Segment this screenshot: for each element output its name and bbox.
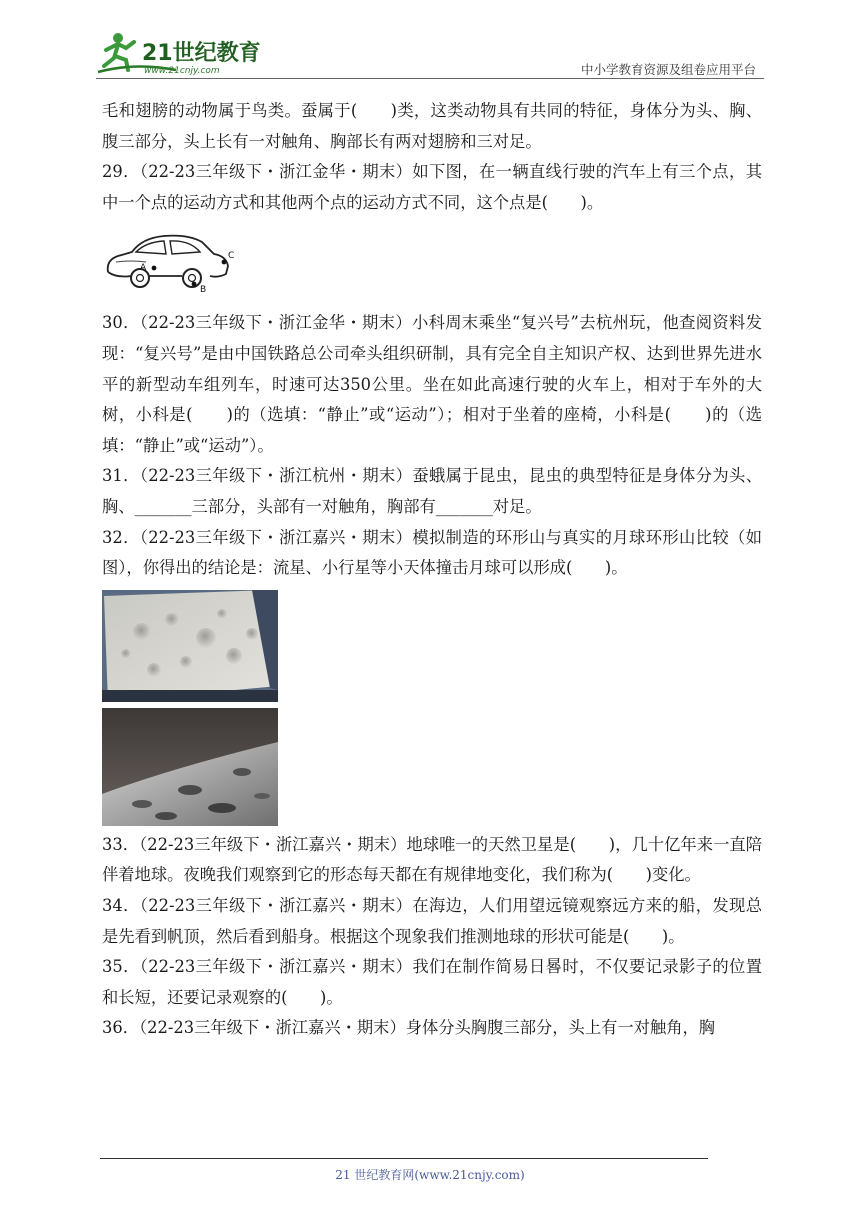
question-32: 32．（22-23三年级下・浙江嘉兴・期末）模拟制造的环形山与真实的月球环形山比较（如图），你得出的结论是：流星、小行星等小天体撞击月球可以形成( )。 [102,527,762,578]
point-a-label: A [140,263,147,274]
footer-divider [100,1158,708,1159]
simulated-crater-photo [102,590,278,702]
footer-text: 21 世纪教育网(www.21cnjy.com) [335,1168,525,1182]
moon-crater-photo [102,708,278,826]
logo-text: 21世纪教育 [142,41,261,66]
question-30: 30．（22-23三年级下・浙江金华・期末）小科周末乘坐“复兴号”去杭州玩，他查阅资料发现：“复兴号”是由中国铁路总公司牵头组织研制，具有完全自主知识产权、达到世界先进水平的新型动车组列车，时速可达350公里。坐在如此高速行驶的火车上，相对于车外的大树，小科是( )的（选填：“静止”或“运动”）；相对于坐着的座椅，小科是( )的（选填：“静止”或“运动”）。 [102,313,762,455]
question-31: 31．（22-23三年级下・浙江杭州・期末）蚕蛾属于昆虫，昆虫的典型特征是身体分为头、胸、_______三部分，头部有一对触角，胸部有_______对足。 [102,466,762,516]
point-a-marker [152,266,157,271]
car-illustration [102,232,236,294]
question-35: 35．（22-23三年级下・浙江嘉兴・期末）我们在制作简易日晷时，不仅要记录影子的位置和长短，还要记录观察的( )。 [102,957,762,1007]
logo-url: www.21cnjy.com [144,66,220,76]
point-b-marker [192,282,197,287]
question-33: 33．（22-23三年级下・浙江嘉兴・期末）地球唯一的天然卫星是( )，几十亿年来一直陪伴着地球。夜晚我们观察到它的形态每天都在有规律地变化，我们称为( )变化。 [102,834,762,885]
paragraph-continued: 毛和翅膀的动物属于鸟类。蚕属于( )类，这类动物具有共同的特征，身体分为头、胸、腹三部分，头上长有一对触角、胸部长有两对翅膀和三对足。 [102,101,762,151]
point-c-marker [222,260,227,265]
header-slogan: 中小学教育资源及组卷应用平台 [580,62,756,77]
point-c-label: C [228,251,235,262]
question-34: 34．（22-23三年级下・浙江嘉兴・期末）在海边，人们用望远镜观察远方来的船，发现总是先看到帆顶，然后看到船身。根据这个现象我们推测地球的形状可能是( )。 [102,895,762,946]
point-b-label: B [200,285,207,295]
header-divider [96,78,764,79]
logo-21cnjy [96,30,266,76]
page-content [102,96,762,1044]
question-29: 29．（22-23三年级下・浙江金华・期末）如下图，在一辆直线行驶的汽车上有三个点，其中一个点的运动方式和其他两个点的运动方式不同，这个点是( )。 [102,162,762,212]
question-36: 36．（22-23三年级下・浙江嘉兴・期末）身体分头胸腹三部分，头上有一对触角，胸 [102,1018,716,1038]
page-header [96,30,764,80]
